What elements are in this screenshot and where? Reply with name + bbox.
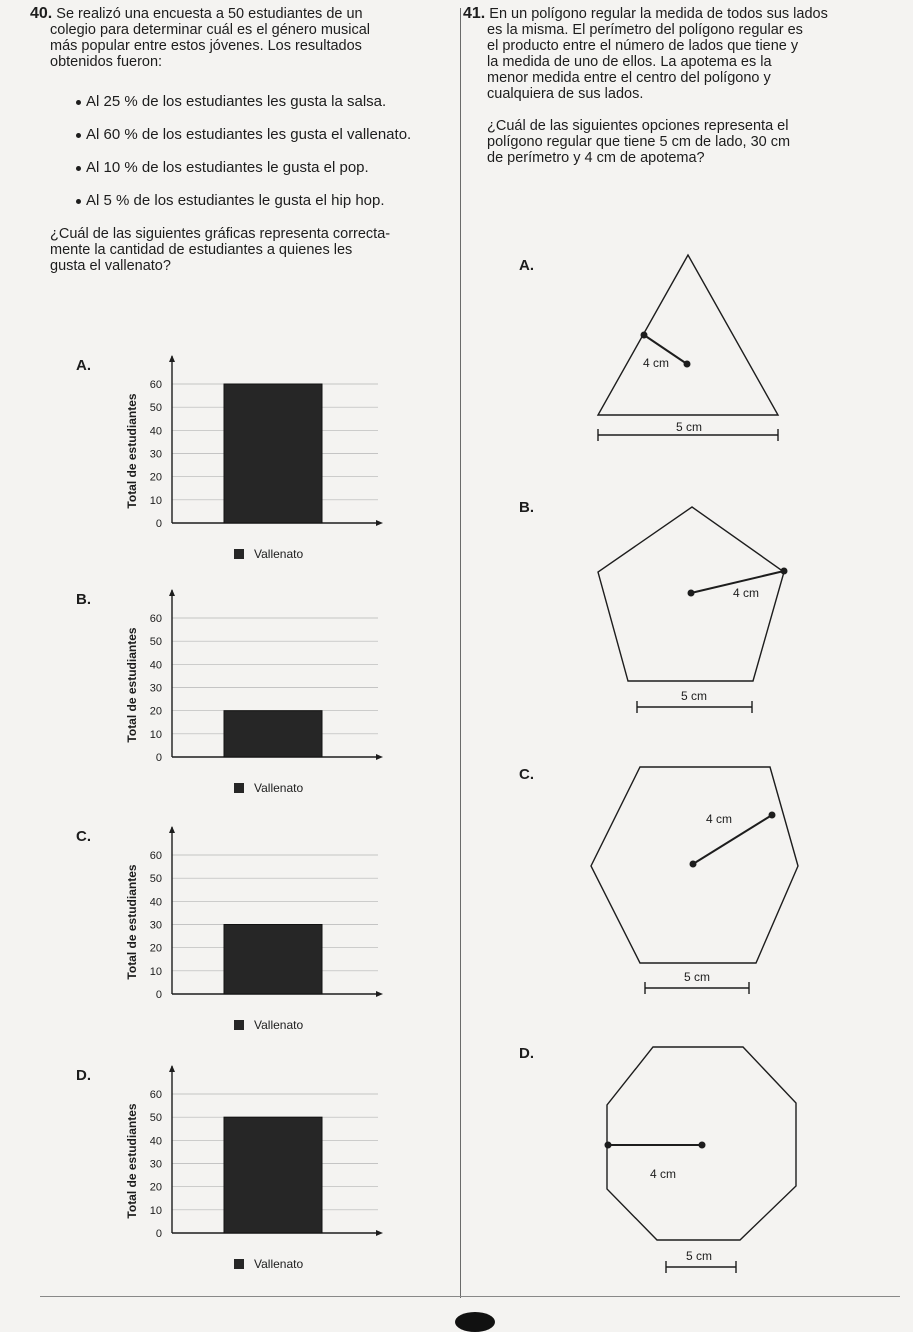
y-tick-label: 60: [149, 850, 162, 862]
y-tick-label: 50: [149, 1112, 162, 1125]
chart-a-option-letter: A.: [76, 357, 91, 374]
y-tick-label: 50: [149, 873, 162, 886]
y-tick-label: 20: [149, 942, 162, 955]
chart-c-option-letter: C.: [76, 828, 91, 845]
q41-intro-line: cualquiera de sus lados.: [487, 86, 644, 102]
y-tick-label: 10: [149, 1204, 162, 1217]
y-tick-label: 60: [149, 1089, 162, 1101]
y-tick-label: 60: [149, 613, 162, 625]
q40-intro-line: colegio para determinar cuál es el género musical: [50, 22, 370, 38]
legend-label: Vallenato: [254, 1018, 304, 1032]
hexagon-apothem-label: 4 cm: [706, 812, 733, 826]
option-a-letter: A.: [519, 257, 534, 274]
q41-intro-line: la medida de uno de ellos. La apotema es la: [487, 54, 772, 70]
option-d-letter: D.: [519, 1045, 534, 1062]
triangle-side-point: [641, 332, 648, 339]
q40-intro-line: obtenidos fueron:: [50, 54, 163, 70]
q40-question-line: gusta el vallenato?: [50, 258, 171, 274]
triangle-shape: [598, 255, 778, 415]
octagon-side-label: 5 cm: [686, 1249, 713, 1263]
y-tick-label: 0: [155, 752, 162, 764]
q41-question-line: polígono regular que tiene 5 cm de lado, 30 cm: [487, 134, 791, 150]
octagon-side-point: [605, 1142, 612, 1149]
y-tick-label: 20: [149, 705, 162, 718]
hexagon-side-label: 5 cm: [684, 970, 711, 984]
y-tick-label: 40: [149, 1135, 162, 1148]
y-axis-label: Total de estudiantes: [125, 627, 139, 743]
y-tick-label: 10: [149, 728, 162, 741]
y-axis-label: Total de estudiantes: [125, 1103, 139, 1219]
legend-label: Vallenato: [254, 781, 304, 795]
octagon-apothem-label: 4 cm: [650, 1167, 677, 1181]
y-tick-label: 0: [155, 518, 162, 530]
hexagon-apothem-line: [693, 815, 772, 864]
y-tick-label: 40: [149, 659, 162, 672]
q40-intro-line: más popular entre estos jóvenes. Los resultados: [50, 38, 362, 54]
y-tick-label: 60: [149, 379, 162, 391]
q40-number: 40.: [30, 5, 53, 22]
bullet-vallenato: Al 60 % de los estudiantes les gusta el vallenato.: [86, 127, 430, 143]
y-tick-label: 50: [149, 402, 162, 415]
legend-label: Vallenato: [254, 547, 304, 561]
q40-intro-line: Se realizó una encuesta a 50 estudiantes de un: [56, 6, 363, 22]
q41-number: 41.: [463, 5, 486, 22]
q41-intro-line: el producto entre el número de lados que tiene y: [487, 38, 799, 54]
y-tick-label: 40: [149, 425, 162, 438]
pentagon-side-label: 5 cm: [681, 689, 708, 703]
bullet-pop: Al 10 % de los estudiantes le gusta el pop.: [86, 160, 430, 176]
hexagon-center-point: [690, 861, 697, 868]
q41-question-line: ¿Cuál de las siguientes opciones representa el: [487, 118, 789, 134]
chart-b-option-letter: B.: [76, 591, 91, 608]
q41-intro-line: menor medida entre el centro del polígono y: [487, 70, 771, 86]
y-axis-label: Total de estudiantes: [125, 864, 139, 980]
y-tick-label: 40: [149, 896, 162, 909]
hexagon-side-point: [769, 812, 776, 819]
triangle-center-point: [684, 361, 691, 368]
y-tick-label: 20: [149, 1181, 162, 1194]
y-tick-label: 0: [155, 989, 162, 1001]
y-tick-label: 30: [149, 1158, 162, 1171]
pentagon-center-point: [688, 590, 695, 597]
y-tick-label: 50: [149, 636, 162, 649]
q41-intro-line: es la misma. El perímetro del polígono regular es: [487, 22, 803, 38]
q40-question-line: ¿Cuál de las siguientes gráficas representa correcta-: [50, 226, 391, 242]
y-tick-label: 20: [149, 471, 162, 484]
bullet-salsa: Al 25 % de los estudiantes les gusta la salsa.: [86, 94, 430, 110]
bullet-hiphop: Al 5 % de los estudiantes le gusta el hip hop.: [86, 193, 430, 209]
option-b-letter: B.: [519, 499, 534, 516]
q41-question-line: de perímetro y 4 cm de apotema?: [487, 150, 705, 166]
triangle-side-label: 5 cm: [676, 420, 703, 434]
y-tick-label: 10: [149, 965, 162, 978]
legend-label: Vallenato: [254, 1257, 304, 1271]
pentagon-apothem-label: 4 cm: [733, 586, 760, 600]
y-tick-label: 30: [149, 919, 162, 932]
y-tick-label: 30: [149, 448, 162, 461]
octagon-center-point: [699, 1142, 706, 1149]
y-axis-label: Total de estudiantes: [125, 393, 139, 509]
y-tick-label: 0: [155, 1228, 162, 1240]
option-c-letter: C.: [519, 766, 534, 783]
y-tick-label: 30: [149, 682, 162, 695]
q41-intro-line: En un polígono regular la medida de todos sus lados: [489, 6, 828, 22]
y-tick-label: 10: [149, 494, 162, 507]
triangle-apothem-label: 4 cm: [643, 356, 670, 370]
pentagon-vertex-point: [781, 568, 788, 575]
q40-question-line: mente la cantidad de estudiantes a quienes les: [50, 242, 353, 258]
chart-d-option-letter: D.: [76, 1067, 91, 1084]
